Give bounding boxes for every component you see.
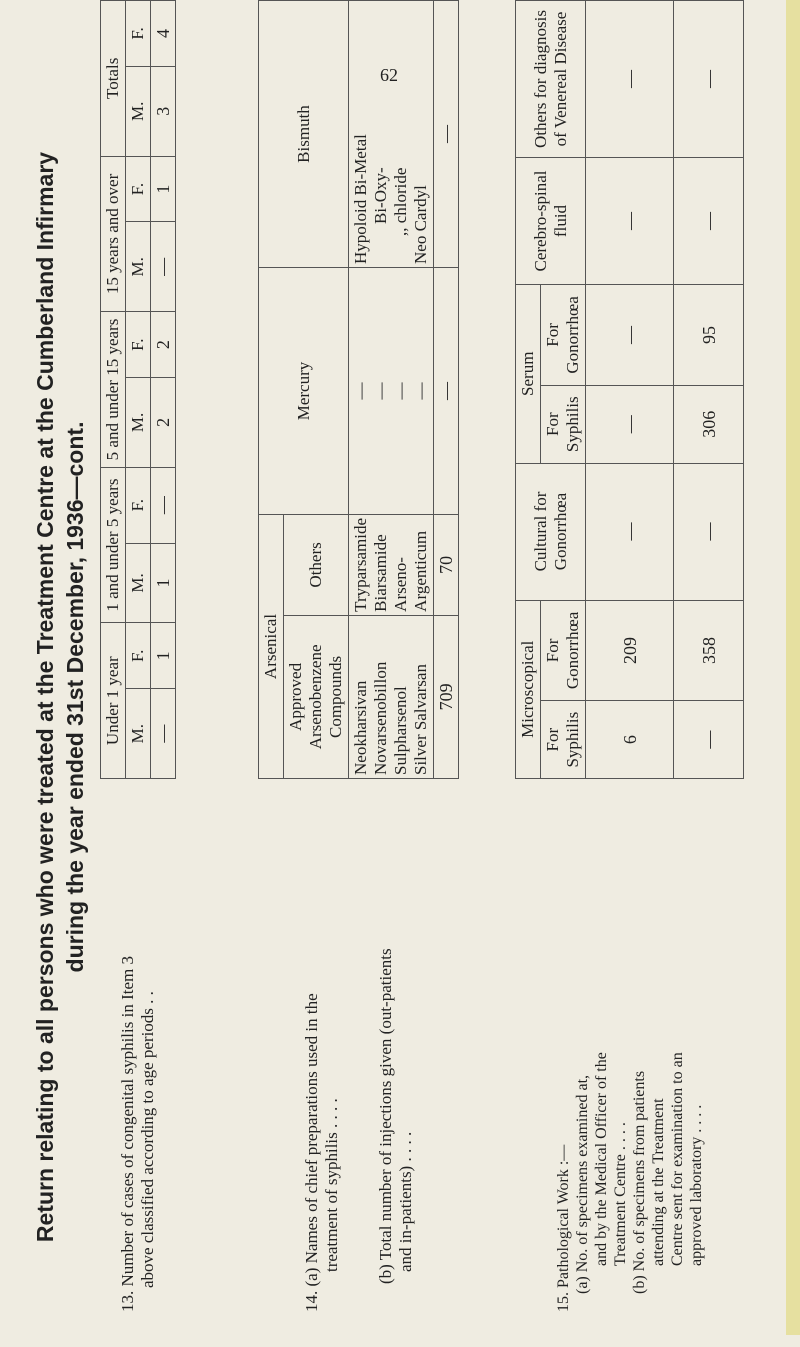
row-a-cell: 6 xyxy=(586,701,674,779)
age-group-header: Totals xyxy=(101,1,126,157)
microscopical-header: Microscopical xyxy=(516,600,541,778)
item13-table xyxy=(100,0,176,1315)
bismuth-total: — xyxy=(434,1,459,268)
sex-header: M. xyxy=(126,222,151,312)
item14-label: 14. (a) Names of chief preparations used in the treatment of syphilis . . . . (b) Total number of injections given (out-patients and in-patients) . . . . xyxy=(259,779,459,1316)
sex-header: M. xyxy=(126,543,151,623)
row-a-cell: — xyxy=(586,385,674,463)
count-cell: 1 xyxy=(151,623,176,689)
item15-table xyxy=(515,0,744,1315)
approved-names: Neokharsivan Novarsenobillon Sulpharsenol Silver Salvarsan xyxy=(349,615,434,778)
count-cell: 4 xyxy=(151,1,176,67)
row-b-cell: 358 xyxy=(674,600,744,701)
csf-header: Cerebro-spinal fluid xyxy=(516,158,586,285)
mercury-header: Mercury xyxy=(259,268,349,515)
sex-header: F. xyxy=(126,156,151,222)
item14-table xyxy=(258,0,459,1315)
count-cell: 2 xyxy=(151,378,176,468)
row-a-cell: — xyxy=(586,1,674,158)
row-b-cell: — xyxy=(674,158,744,285)
count-cell: 2 xyxy=(151,312,176,378)
arsenical-header: Arsenical xyxy=(259,515,284,779)
item13-label: 13. Number of cases of congenital syphilis in Item 3 above classified according to age periods . . xyxy=(101,779,176,1316)
count-cell: — xyxy=(151,689,176,779)
serum-gonorrhoea-header: For Gonorrhœa xyxy=(541,285,586,386)
row-a-cell: — xyxy=(586,463,674,600)
count-cell: — xyxy=(151,222,176,312)
others-total: 70 xyxy=(434,515,459,616)
approved-total: 709 xyxy=(434,615,459,778)
count-cell: 1 xyxy=(151,543,176,623)
sex-header: M. xyxy=(126,689,151,779)
micro-syphilis-header: For Syphilis xyxy=(541,701,586,779)
serum-header: Serum xyxy=(516,285,541,464)
sex-header: F. xyxy=(126,467,151,543)
row-b-cell: 306 xyxy=(674,385,744,463)
sex-header: F. xyxy=(126,623,151,689)
row-a-cell: — xyxy=(586,285,674,386)
title-line-2: during the year ended 31st December, 1936—cont. xyxy=(62,421,88,973)
age-group-header: 5 and under 15 years xyxy=(101,312,126,468)
sex-header: F. xyxy=(126,312,151,378)
row-b-cell: 95 xyxy=(674,285,744,386)
row-b-cell: — xyxy=(674,463,744,600)
title-line-1: Return relating to all persons who were treated at the Treatment Centre at the Cumberland Infirmary xyxy=(32,151,58,1243)
sex-header: M. xyxy=(126,66,151,156)
age-group-header: Under 1 year xyxy=(101,623,126,779)
serum-syphilis-header: For Syphilis xyxy=(541,385,586,463)
row-a-cell: — xyxy=(586,158,674,285)
approved-header: Approved Arsenobenzene Compounds xyxy=(284,615,349,778)
count-cell: 3 xyxy=(151,66,176,156)
cultural-header: Cultural for Gonorrhœa xyxy=(516,463,586,600)
row-b-cell: — xyxy=(674,701,744,779)
mercury-names: — — — — xyxy=(349,268,434,515)
page-edge xyxy=(786,0,800,1335)
count-cell: — xyxy=(151,467,176,543)
count-cell: 1 xyxy=(151,156,176,222)
item15-label: 15. Pathological Work :— (a) No. of specimens examined at, and by the Medical Officer of the Treatment Centre . . . . (b) No. of specimens from patients attending at the Treatment Centre sent for examination to an approved laboratory . . . . xyxy=(516,779,744,1316)
row-a-cell: 209 xyxy=(586,600,674,701)
page-number: 62 xyxy=(380,65,398,85)
mercury-total: — xyxy=(434,268,459,515)
bismuth-header: Bismuth xyxy=(259,1,349,268)
row-b-cell: — xyxy=(674,1,744,158)
sex-header: M. xyxy=(126,378,151,468)
others-header: Others xyxy=(284,515,349,616)
others-diagnosis-header: Others for diagnosis of Venereal Disease xyxy=(516,1,586,158)
age-group-header: 1 and under 5 years xyxy=(101,467,126,623)
others-names: Tryparsamide Biarsamide Arseno- Argenticum xyxy=(349,515,434,616)
bismuth-names: Hypoloid Bi-Metal Bi-Oxy- ,, chloride Neo Cardyl xyxy=(349,1,434,268)
micro-gonorrhoea-header: For Gonorrhœa xyxy=(541,600,586,701)
sex-header: F. xyxy=(126,1,151,67)
age-group-header: 15 years and over xyxy=(101,156,126,312)
